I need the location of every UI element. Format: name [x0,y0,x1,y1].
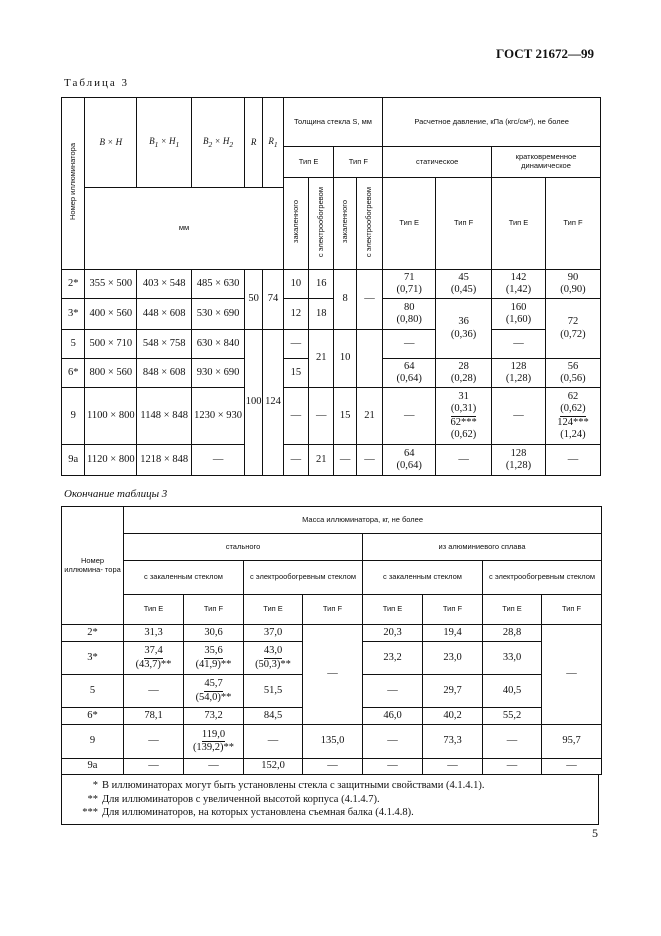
cell-number: 2* [62,270,85,299]
cell-se-elec: 16 [309,270,334,299]
col-header-type-f: Тип F [334,147,383,178]
cell-r: 50 [245,270,263,330]
cell-value: 119,0 (139,2)** [184,725,244,759]
table-3-end [61,506,602,775]
cell-static-f: 45 (0,45) [436,270,492,299]
cell-number: 3* [62,299,85,330]
cell-value: 35,6 (41,9)** [184,642,244,675]
cell-r1: 124 [263,330,283,476]
cell-static-f: 28 (0,28) [436,359,492,388]
cell-b2h2: 630 × 840 [192,330,245,359]
cell-value: 40,5 [483,675,542,708]
cell-value: 73,3 [423,725,483,759]
cell-sf-elec [356,330,382,388]
col-header-f-elec: с электрообогревом [356,178,382,270]
cell-se-zak: 15 [283,359,308,388]
document-code: ГОСТ 21672—99 [496,46,595,61]
cell-b1h1: 403 × 548 [137,270,192,299]
col-header-dynamic-f: Тип F [545,178,600,270]
cell-value: 152,0 [244,759,303,775]
col-header-r1: $R_1$ [263,98,283,188]
cell-sf-elec: — [356,270,382,330]
col-header-type-e: Тип E [124,595,184,625]
cell-dynamic-e: 142 (1,42) [492,270,546,299]
table-row [62,330,601,359]
col-header-static-e: Тип E [383,178,436,270]
col-header-type-f: Тип F [423,595,483,625]
cell-bh: 355 × 500 [85,270,137,299]
cell-value: 31,3 [124,625,184,642]
cell-dynamic-f: 90 (0,90) [545,270,600,299]
cell-b2h2: 530 × 690 [192,299,245,330]
cell-dynamic-e: 160 (1,60) [492,299,546,330]
cell-value: — [303,759,363,775]
cell-value: 33,0 [483,642,542,675]
cell-b1h1: 448 × 608 [137,299,192,330]
cell-se-elec: 18 [309,299,334,330]
cell-value: 73,2 [184,708,244,725]
col-header-type-e: Тип E [244,595,303,625]
cell-se-elec: 21 [309,445,334,476]
cell-value: 29,7 [423,675,483,708]
cell-number: 3* [62,642,124,675]
cell-r1: 74 [263,270,283,330]
cell-value: 20,3 [363,625,423,642]
cell-value: 55,2 [483,708,542,725]
col-header-b2h2: $B_2 \times H_2$ [192,98,245,188]
cell-sf-elec: — [356,445,382,476]
cell-static-f: 31 (0,31) 62*** (0,62) [436,388,492,445]
cell-number: 5 [62,330,85,359]
cell-value: — [363,725,423,759]
cell-dynamic-e: 128 (1,28) [492,445,546,476]
cell-r: 100 [245,330,263,476]
col-header-number: Номер иллюмина- тора [62,507,124,625]
cell-se-zak: 10 [283,270,308,299]
cell-value: 23,2 [363,642,423,675]
col-header-pressure: Расчетное давление, кПа (кгс/см²), не более [383,98,601,147]
cell-b2h2: — [192,445,245,476]
cell-b2h2: 1230 × 930 [192,388,245,445]
cell-sf-zak: 10 [334,330,356,388]
col-header-alu-elec: с электрообогревным стеклом [483,561,602,595]
cell-number: 2* [62,625,124,642]
cell-se-zak: — [283,388,308,445]
cell-b1h1: 1218 × 848 [137,445,192,476]
col-header-type-e: Тип E [363,595,423,625]
table-row [62,270,601,299]
cell-static-f: 36 (0,36) [436,299,492,359]
cell-value: 84,5 [244,708,303,725]
col-header-type-f: Тип F [303,595,363,625]
col-header-dynamic: кратковременное динамическое [492,147,601,178]
cell-value: 40,2 [423,708,483,725]
cell-value: — [363,675,423,708]
col-header-alu: из алюминиевого сплава [363,534,602,561]
cell-bh: 1100 × 800 [85,388,137,445]
table-caption: Таблица 3 [64,77,130,89]
cell-se-elec: — [309,388,334,445]
cell-static-e: 71 (0,71) [383,270,436,299]
cell-number: 6* [62,359,85,388]
cell-value: 46,0 [363,708,423,725]
cell-static-e: 80 (0,80) [383,299,436,330]
cell-dynamic-e: 128 (1,28) [492,359,546,388]
col-header-b1h1: $B_1 \times H_1$ [137,98,192,188]
cell-se-zak: — [283,445,308,476]
table-row [62,388,601,445]
col-header-static-f: Тип F [436,178,492,270]
cell-b2h2: 485 × 630 [192,270,245,299]
cell-value: — [363,759,423,775]
cell-value: — [184,759,244,775]
col-header-e-zak: закаленного [283,178,308,270]
col-header-type-e: Тип E [283,147,334,178]
col-header-type-f: Тип F [184,595,244,625]
cell-bh: 800 × 560 [85,359,137,388]
cell-value: — [124,759,184,775]
table-footnotes [61,774,599,825]
table-row [62,299,601,330]
table-row [62,725,602,759]
cell-value: — [483,759,542,775]
col-header-thickness: Толщина стекла S, мм [283,98,383,147]
cell-value: — [542,759,602,775]
unit-mm: мм [85,188,283,270]
cell-dynamic-f: 56 (0,56) [545,359,600,388]
cell-value: — [542,625,602,725]
table-row [62,625,602,642]
cell-value: — [124,725,184,759]
cell-dynamic-e: — [492,330,546,359]
cell-se-zak: 12 [283,299,308,330]
col-header-dynamic-e: Тип E [492,178,546,270]
cell-bh: 400 × 560 [85,299,137,330]
cell-se-elec: 21 [309,330,334,388]
col-header-steel: стального [124,534,363,561]
col-header-r: R [245,98,263,188]
col-header-mass: Масса иллюминатора, кг, не более [124,507,602,534]
cell-value: — [423,759,483,775]
cell-se-zak: — [283,330,308,359]
cell-value: 28,8 [483,625,542,642]
cell-number: 5 [62,675,124,708]
col-header-steel-elec: с электрообогревным стеклом [244,561,363,595]
cell-dynamic-f: 62 (0,62) 124*** (1,24) [545,388,600,445]
cell-value: 30,6 [184,625,244,642]
footnote: ** Для иллюминаторов с увеличенной высотой корпуса (4.1.4.7). [87,793,380,805]
cell-b1h1: 848 × 608 [137,359,192,388]
cell-value: 43,0 (50,3)** [244,642,303,675]
col-header-type-e: Тип E [483,595,542,625]
cell-b1h1: 548 × 758 [137,330,192,359]
cell-number: 9a [62,445,85,476]
cell-number: 6* [62,708,124,725]
col-header-f-zak: закаленного [334,178,356,270]
cell-value: 37,0 [244,625,303,642]
cell-sf-elec: 21 [356,388,382,445]
cell-value: — [124,675,184,708]
cell-number: 9 [62,388,85,445]
col-header-static: статическое [383,147,492,178]
cell-static-e: 64 (0,64) [383,445,436,476]
cell-value: 78,1 [124,708,184,725]
col-header-steel-zak: с закаленным стеклом [124,561,244,595]
cell-value: — [483,725,542,759]
page-number: 5 [592,826,598,840]
cell-number: 9 [62,725,124,759]
cell-static-f: — [436,445,492,476]
cell-value: 23,0 [423,642,483,675]
cell-value: 51,5 [244,675,303,708]
footnote: * В иллюминаторах могут быть установлены стекла с защитными свойствами (4.1.4.1). [92,780,485,791]
table-row [62,759,602,775]
col-header-alu-zak: с закаленным стеклом [363,561,483,595]
col-header-number: Номер иллюминатора [62,98,85,270]
cell-bh: 500 × 710 [85,330,137,359]
col-header-bh: B × H [85,98,137,188]
footnote: *** Для иллюминаторов, на которых установлена съемная балка (4.1.4.8). [82,807,414,819]
cell-value: 95,7 [542,725,602,759]
cell-number: 9a [62,759,124,775]
cell-dynamic-e: — [492,388,546,445]
cell-value: 45,7 (54,0)** [184,675,244,708]
cell-sf-zak: 15 [334,388,356,445]
cell-value: 19,4 [423,625,483,642]
cell-dynamic-f: — [545,445,600,476]
table-row [62,445,601,476]
col-header-type-f: Тип F [542,595,602,625]
cell-sf-zak: 8 [334,270,356,330]
cell-value: 135,0 [303,725,363,759]
col-header-e-elec: с электрообогревом [309,178,334,270]
cell-static-e: — [383,388,436,445]
cell-value: — [303,625,363,725]
table-3 [61,97,601,476]
cell-dynamic-f: 72 (0,72) [545,299,600,359]
cell-bh: 1120 × 800 [85,445,137,476]
cell-value: 37,4 (43,7)** [124,642,184,675]
cell-b1h1: 1148 × 848 [137,388,192,445]
cell-b2h2: 930 × 690 [192,359,245,388]
cell-value: — [244,725,303,759]
table-continuation-caption: Окончание таблицы 3 [64,488,168,500]
cell-sf-zak: — [334,445,356,476]
cell-static-e: 64 (0,64) [383,359,436,388]
cell-static-e: — [383,330,436,359]
